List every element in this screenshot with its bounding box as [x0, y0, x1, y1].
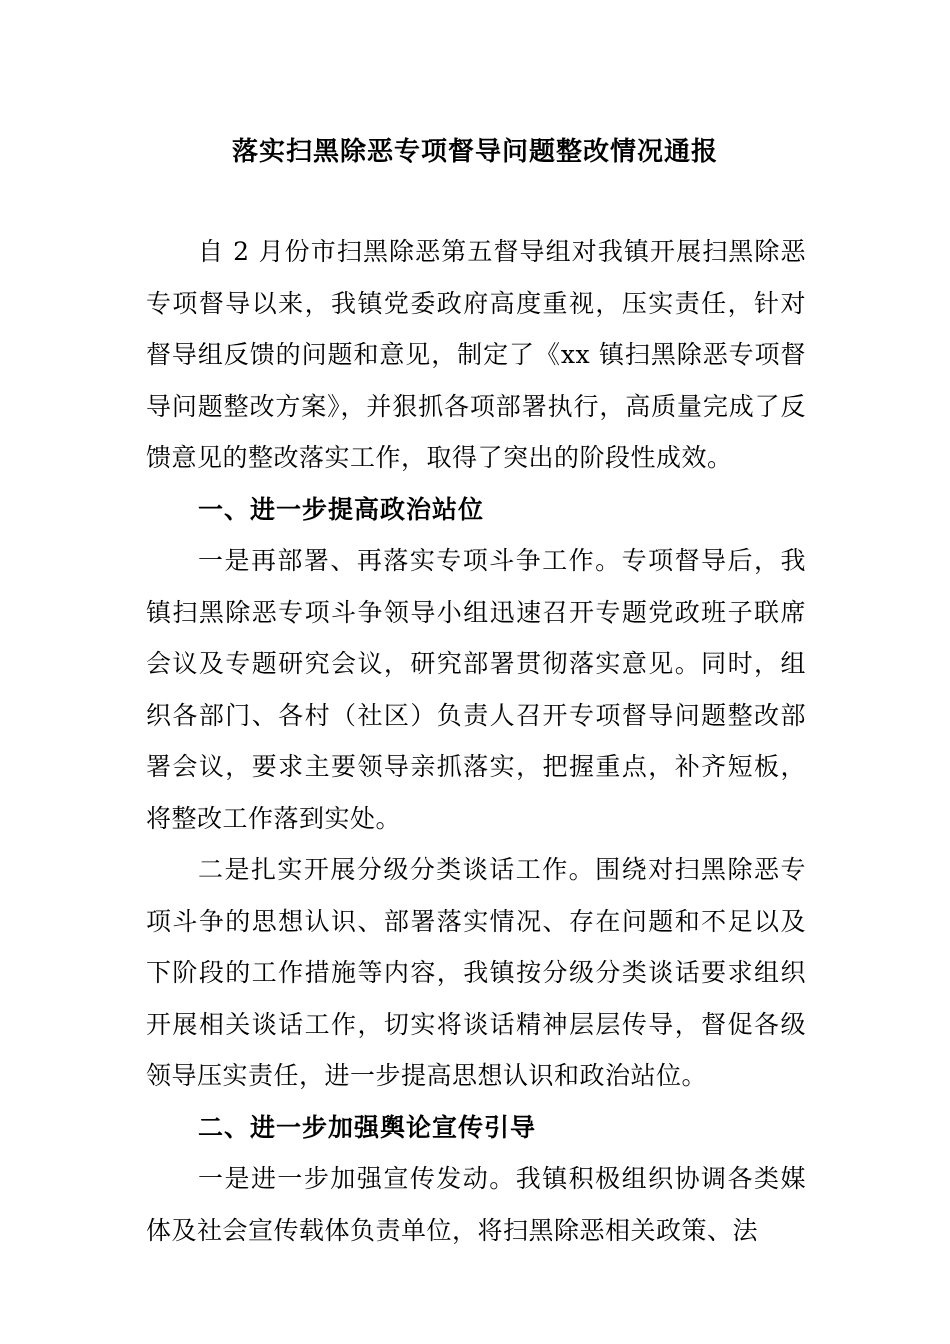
section-1-paragraph-2: 二是扎实开展分级分类谈话工作。围绕对扫黑除恶专项斗争的思想认识、部署落实情况、存在问题和不足以及下阶段的工作措施等内容，我镇按分级分类谈话要求组织开展相关谈话工作，切实将谈话精神层层传导，督促各级领导压实责任，进一步提高思想认识和政治站位。: [146, 855, 806, 1090]
document-title: 落实扫黑除恶专项督导问题整改情况通报: [231, 137, 718, 167]
section-1-paragraph-1: 一是再部署、再落实专项斗争工作。专项督导后，我镇扫黑除恶专项斗争领导小组迅速召开专题党政班子联席会议及专题研究会议，研究部署贯彻落实意见。同时，组织各部门、各村（社区）负责人召开专项督导问题整改部署会议，要求主要领导亲抓落实，把握重点，补齐短板，将整改工作落到实处。: [146, 546, 806, 833]
section-heading-1: 一、进一步提高政治站位: [198, 494, 485, 524]
document-body: [146, 226, 806, 1256]
section-2-paragraph-1: 一是进一步加强宣传发动。我镇积极组织协调各类媒体及社会宣传载体负责单位，将扫黑除恶相关政策、法: [146, 1164, 806, 1245]
section-heading-2: 二、进一步加强舆论宣传引导: [198, 1112, 537, 1142]
intro-paragraph: 自 2 月份市扫黑除恶第五督导组对我镇开展扫黑除恶专项督导以来，我镇党委政府高度重视，压实责任，针对督导组反馈的问题和意见，制定了《xx 镇扫黑除恶专项督导问题整改方案》，并狠抓各项部署执行，高质量完成了反馈意见的整改落实工作，取得了突出的阶段性成效。: [146, 237, 806, 472]
